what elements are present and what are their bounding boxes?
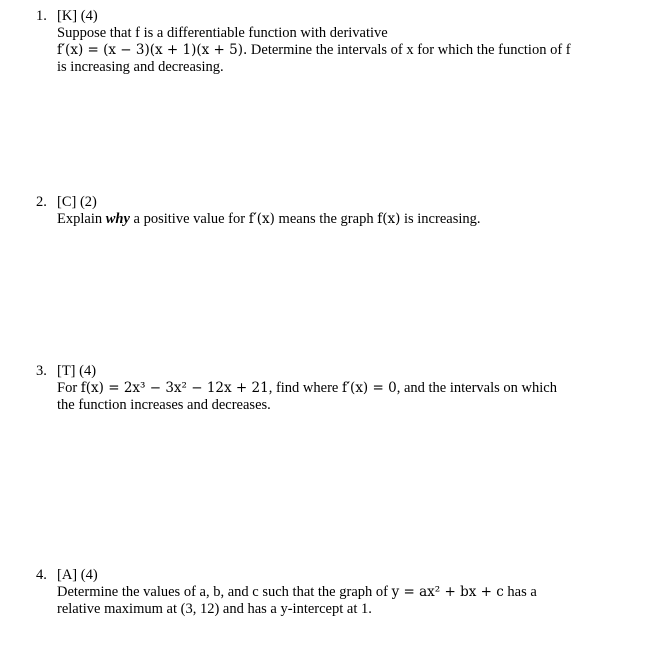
function-expression: f(x) = 2x³ − 3x² − 12x + 21 [80, 380, 269, 396]
question-text-span: has a [503, 584, 537, 600]
question-text-span: Determine the intervals of x for which the function of f [247, 42, 571, 58]
question-line [57, 584, 617, 601]
question-line: Suppose that f is a differentiable function with derivative [57, 25, 388, 41]
question-text-span: is increasing. [400, 211, 481, 227]
question-tags: [C] (2) [57, 194, 97, 210]
question-text-span: means the graph [274, 211, 378, 227]
emphasis-why: why [105, 211, 130, 227]
question-tags: [K] (4) [57, 8, 98, 24]
derivative-expression: f′(x) = (x − 3)(x + 1)(x + 5). [57, 42, 248, 58]
question-text [57, 211, 617, 228]
question-number: 1. [36, 8, 47, 24]
question-text-span: , and the intervals on which [396, 380, 557, 396]
question-number: 2. [36, 194, 47, 210]
question-line: is increasing and decreasing. [57, 59, 224, 75]
question-text-span: Explain [57, 211, 106, 227]
question-text [57, 25, 617, 76]
question-line [57, 211, 617, 228]
question-line [57, 380, 617, 397]
question-tags: [A] (4) [57, 567, 98, 583]
question-text-span: , find where [268, 380, 342, 396]
question-text [57, 380, 617, 414]
question-number: 4. [36, 567, 47, 583]
question-text-span: Determine the values of a, b, and c such that the graph of [57, 584, 392, 600]
question-tags: [T] (4) [57, 363, 97, 379]
question-text-span: a positive value for [129, 211, 249, 227]
question-line [57, 42, 617, 59]
question-line: the function increases and decreases. [57, 397, 271, 413]
function-expression: f(x) [377, 211, 401, 227]
question-line: relative maximum at (3, 12) and has a y-intercept at 1. [57, 601, 372, 617]
question-text [57, 584, 617, 618]
quadratic-expression: y = ax² + bx + c [391, 584, 504, 600]
derivative-expression: f′(x) = 0 [341, 380, 397, 396]
derivative-expression: f′(x) [248, 211, 275, 227]
question-number: 3. [36, 363, 47, 379]
question-text-span: For [57, 380, 81, 396]
